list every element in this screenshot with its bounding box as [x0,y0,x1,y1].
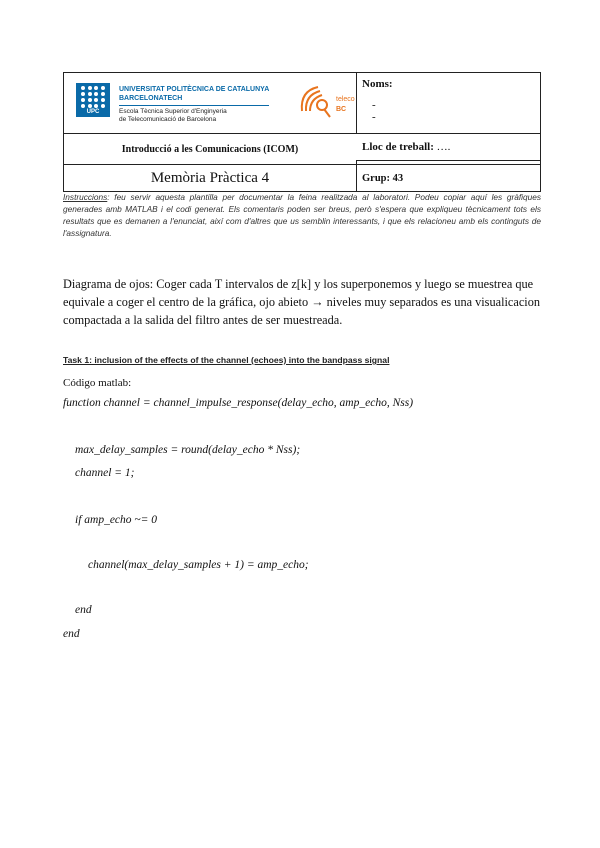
noms-dash-2: - [372,111,376,123]
school-name: Escola Tècnica Superior d'Enginyeria de Telecomunicació de Barcelona [119,108,227,123]
codigo-label: Código matlab: [63,377,132,389]
university-name: UNIVERSITAT POLITÈCNICA DE CATALUNYA BARCELONATECH [119,86,270,102]
code-line-3: channel = 1; [75,467,135,479]
noms-dash-1: - [372,99,376,111]
lloc-cell [356,133,540,161]
task-title: Task 1: inclusion of the effects of the channel (echoes) into the bandpass signal [63,355,390,365]
code-line-4: if amp_echo ~= 0 [75,514,158,526]
instructions-text: : feu servir aquesta plantilla per documentar la feina realitzada al laboratori. Podeu copiar aquí les gràfiques generades amb MATLAB i el codi generat. Els comentaris poden ser breus, però s'espera que expliqueu tècnicament tots els resultats que es demanen a l'enunciat, així com d'altres que us semblin interessants, i que els relacioneu amb els continguts de l'assignatura. [63,192,541,238]
code-line-5: channel(max_delay_samples + 1) = amp_echo; [88,559,309,571]
instructions [63,191,541,239]
upc-logo [76,83,110,117]
grup-label: Grup: 43 [357,165,541,192]
code-line-6: end [75,604,92,616]
code-line-2: max_delay_samples = round(delay_echo * Nss); [75,444,301,456]
lloc-label: Lloc de treball: [362,141,434,153]
course-title: Introducció a les Comunicacions (ICOM) [64,134,357,165]
upc-logo-text: UPC [86,109,100,115]
logo-cell [64,73,357,134]
memoria-title: Memòria Pràctica 4 [64,165,357,192]
eye-diagram-paragraph: Diagrama de ojos: Coger cada T intervalos de z[k] y los superponemos y luego se muestrea que equivale a coger el centro de la gráfica, ojo abieto → niveles muy separados es una visualicacion compactada a la salida del filtro antes de ser muestreada. [63,277,540,327]
telecom-logo-icon [296,81,336,121]
code-line-1: function channel = channel_impulse_response(delay_echo, amp_echo, Nss) [63,397,414,409]
noms-label: Noms: [362,78,393,90]
code-line-7: end [63,628,80,640]
lloc-value: …. [436,141,451,153]
telecom-text: teleco BC [336,96,355,113]
instructions-label: Instruccions [63,192,108,202]
header-table [63,72,541,192]
